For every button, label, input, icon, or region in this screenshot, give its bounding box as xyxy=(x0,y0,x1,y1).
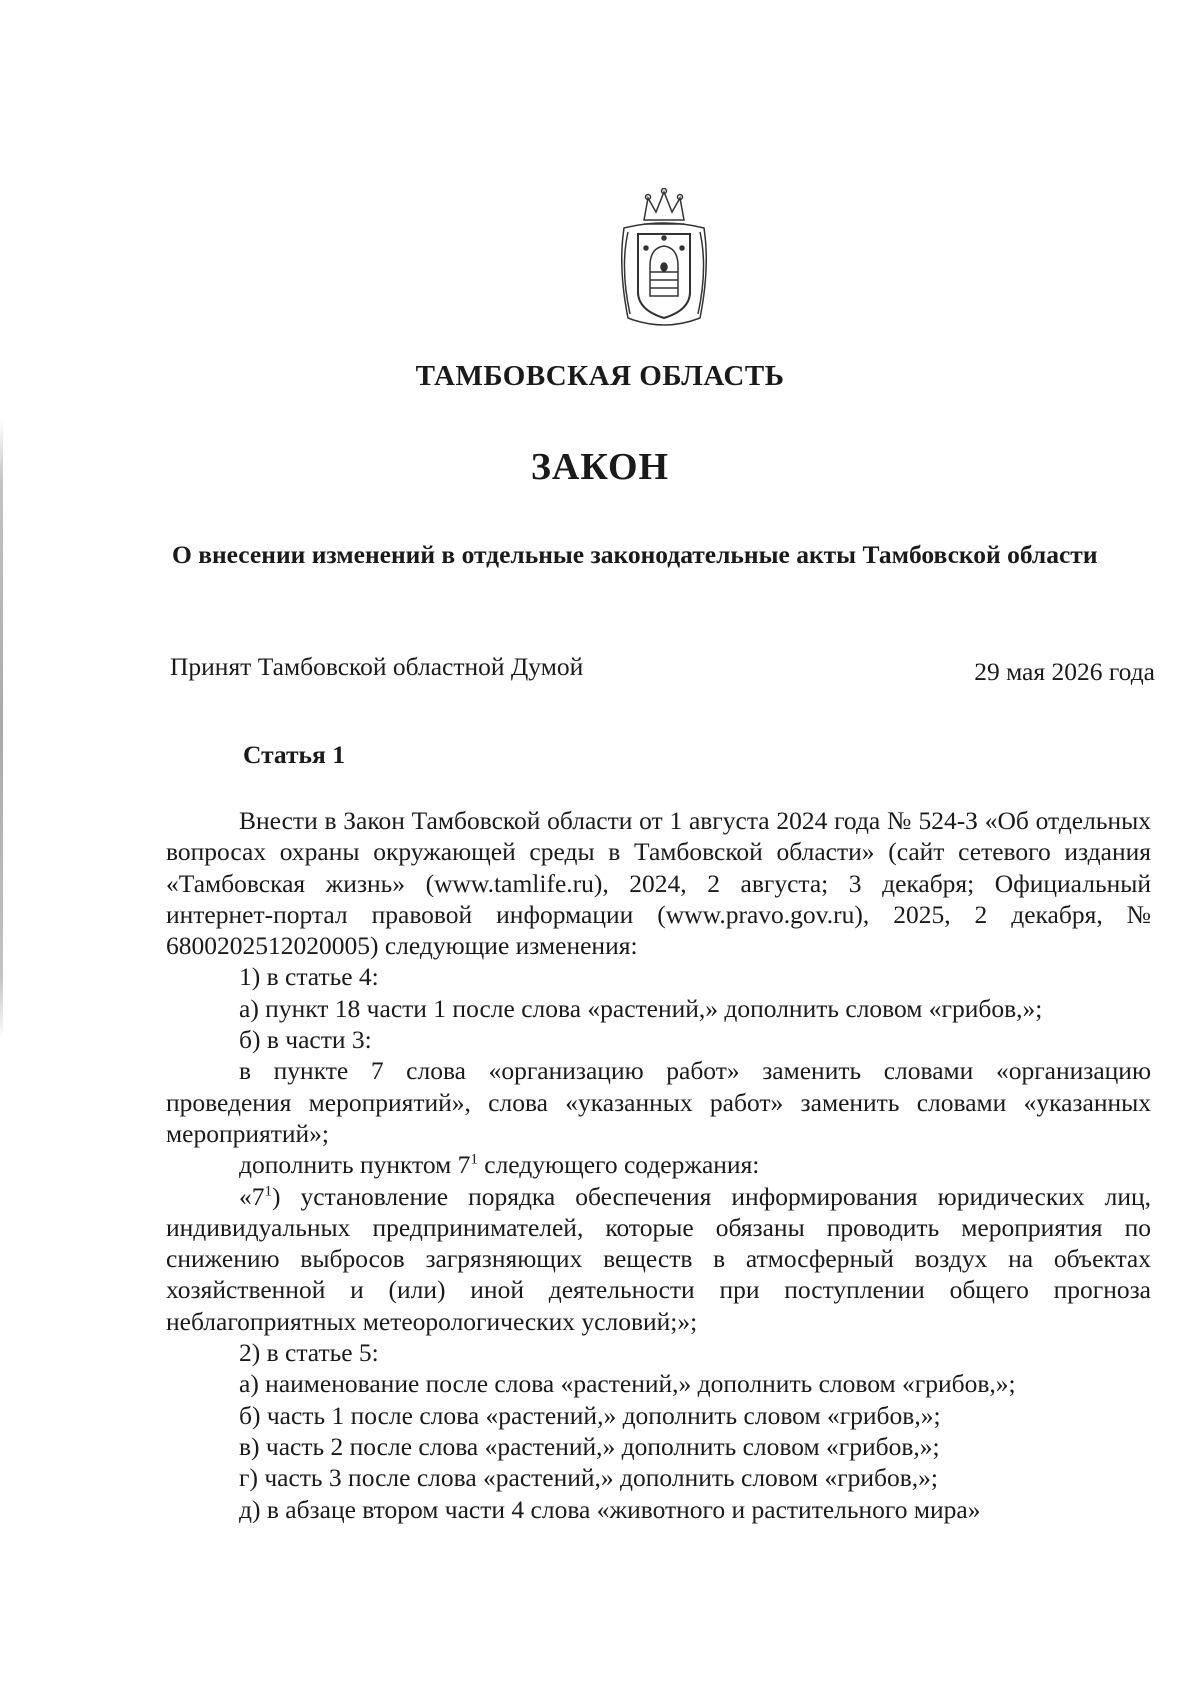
law-subject: О внесении изменений в отдельные законодательные акты Тамбовской области xyxy=(172,540,1098,569)
item-1b-text-3 xyxy=(166,1181,1151,1337)
item-1b-text-1: в пункте 7 слова «организацию работ» заменить словами «организацию проведения мероприятий», слова «указанных работ» заменить словами «указанных мероприятий»; xyxy=(166,1056,1151,1148)
item-1: 1) в статье 4: xyxy=(239,962,379,992)
item-1b-text-2 xyxy=(166,1149,1151,1180)
superscript: 1 xyxy=(264,1183,272,1200)
item-2b: б) часть 1 после слова «растений,» дополнить словом «грибов,»; xyxy=(239,1400,941,1430)
article-title: Статья 1 xyxy=(243,740,345,769)
item-1b-text-3-open: «7 xyxy=(239,1181,265,1211)
item-2e: д) в абзаце втором части 4 слова «животного и растительного мира» xyxy=(239,1494,981,1524)
item-1b-text-3-rest: ) установление порядка обеспечения информирования юридических лиц, индивидуальных предпринимателей, которые обязаны проводить мероприятия по снижению выбросов загрязняющих веществ в атмосферный воздух на объектах хозяйственной и (или) иной деятельности при поступлении общего прогноза неблагоприятных метеорологических условий;»; xyxy=(166,1181,1151,1336)
coat-of-arms-icon xyxy=(614,188,714,330)
adopted-by: Принят Тамбовской областной Думой xyxy=(170,652,584,681)
item-2a: а) наименование после слова «растений,» дополнить словом «грибов,»; xyxy=(239,1369,1016,1399)
item-2d: г) часть 3 после слова «растений,» дополнить словом «грибов,»; xyxy=(239,1463,939,1493)
item-1b-text-2-after: следующего содержания: xyxy=(477,1150,760,1180)
item-1b-text-2-before: дополнить пунктом 7 xyxy=(239,1150,471,1180)
article-body xyxy=(166,805,1151,1525)
superscript: 1 xyxy=(470,1151,478,1168)
adoption-date: 29 мая 2026 года xyxy=(974,657,1155,686)
item-1b: б) в части 3: xyxy=(239,1025,372,1055)
item-2: 2) в статье 5: xyxy=(239,1338,379,1368)
item-2c: в) часть 2 после слова «растений,» дополнить словом «грибов,»; xyxy=(239,1431,940,1461)
item-1a: а) пункт 18 части 1 после слова «растений,» дополнить словом «грибов,»; xyxy=(239,993,1043,1023)
intro-paragraph: Внести в Закон Тамбовской области от 1 августа 2024 года № 524-З «Об отдельных вопросах охраны окружающей среды в Тамбовской области» (сайт сетевого издания «Тамбовская жизнь» (www.tamlife.ru), 2024, 2 августа; 3 декабря; Официальный интернет-портал правовой информации (www.pravo.gov.ru), 2025, 2 декабря, № 6800202512020005) следующие изменения: xyxy=(166,806,1151,961)
region-title: ТАМБОВСКАЯ ОБЛАСТЬ xyxy=(415,360,785,392)
scan-edge xyxy=(0,420,3,1040)
document-type: ЗАКОН xyxy=(530,446,670,488)
